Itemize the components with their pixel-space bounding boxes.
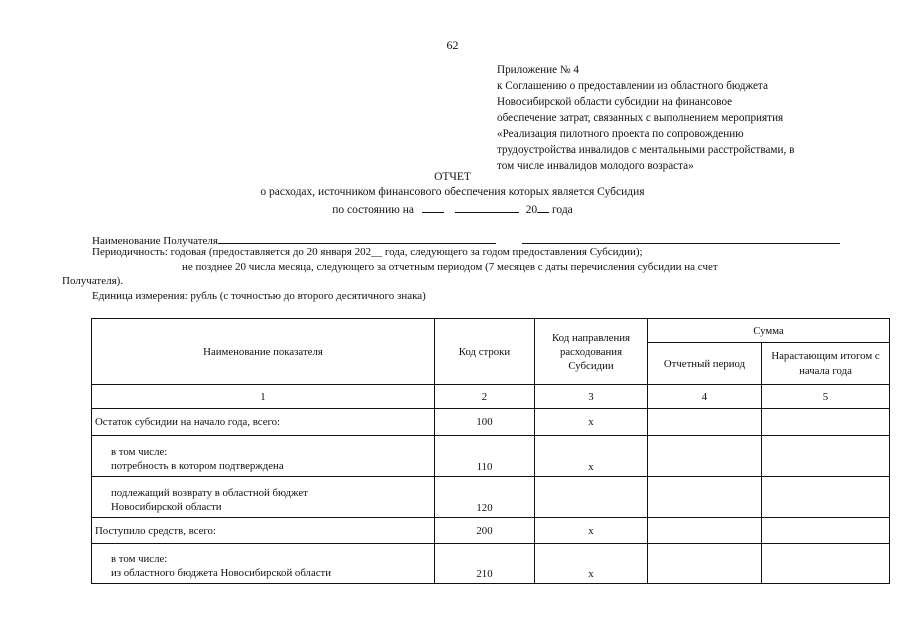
- row-cumulative-cell[interactable]: [762, 409, 890, 436]
- date-day-blank[interactable]: [422, 201, 444, 213]
- row-name-line: в том числе:: [111, 446, 168, 458]
- col-number: 5: [762, 385, 890, 409]
- row-code: 210: [435, 544, 535, 584]
- row-code: 100: [435, 409, 535, 436]
- row-name-line: потребность в котором подтверждена: [111, 460, 284, 472]
- table-row: [92, 436, 890, 477]
- table-row: [92, 477, 890, 518]
- header-sum: Сумма: [648, 319, 890, 343]
- recipient-label: Наименование Получателя: [92, 235, 218, 247]
- row-cumulative-cell[interactable]: [762, 436, 890, 477]
- appendix-line: трудоустройства инвалидов с ментальными расстройствами, в: [497, 144, 795, 156]
- row-code: 110: [435, 436, 535, 477]
- page-number: 62: [446, 38, 459, 52]
- appendix-line: «Реализация пилотного проекта по сопровождению: [497, 128, 744, 140]
- header-name: Наименование показателя: [92, 319, 435, 385]
- col-number: 2: [435, 385, 535, 409]
- date-year-prefix: 20: [525, 204, 538, 216]
- row-code: 120: [435, 477, 535, 518]
- unit-line: Единица измерения: рубль (с точностью до второго десятичного знака): [92, 290, 426, 302]
- recipient-line: [92, 232, 496, 247]
- row-name-line: в том числе:: [111, 553, 168, 565]
- row-period-cell[interactable]: [648, 436, 762, 477]
- appendix-line: том числе инвалидов молодого возраста»: [497, 160, 694, 172]
- date-prefix: по состоянию на: [332, 204, 414, 216]
- periodicity-line-1: Периодичность: годовая (предоставляется до 20 января 202__ года, следующего за годом предоставления Субсидии);: [92, 246, 643, 258]
- row-code: 200: [435, 518, 535, 544]
- col-number: 4: [648, 385, 762, 409]
- table-row: [92, 409, 890, 436]
- appendix-line: к Соглашению о предоставлении из областного бюджета: [497, 80, 768, 92]
- header-direction: Код направления расходования Субсидии: [535, 319, 648, 385]
- row-period-cell[interactable]: [648, 518, 762, 544]
- row-period-cell[interactable]: [648, 409, 762, 436]
- report-table: [91, 318, 890, 584]
- row-cumulative-cell[interactable]: [762, 477, 890, 518]
- header-row: [92, 319, 890, 343]
- header-code: Код строки: [435, 319, 535, 385]
- column-number-row: [92, 385, 890, 409]
- row-direction: x: [535, 544, 648, 584]
- row-name: [92, 477, 435, 518]
- report-title: ОТЧЕТ: [434, 171, 471, 183]
- row-name: Поступило средств, всего:: [92, 518, 435, 544]
- row-name-line: Новосибирской области: [111, 501, 222, 513]
- date-suffix: года: [551, 204, 573, 216]
- col-number: 3: [535, 385, 648, 409]
- appendix-line: обеспечение затрат, связанных с выполнением мероприятия: [497, 112, 784, 124]
- date-year-blank[interactable]: [537, 201, 549, 213]
- periodicity-line-2: не позднее 20 числа месяца, следующего за отчетным периодом (7 месяцев с даты перечисления субсидии на счет: [182, 261, 718, 273]
- row-name: Остаток субсидии на начало года, всего:: [92, 409, 435, 436]
- row-direction: x: [535, 518, 648, 544]
- row-direction: x: [535, 409, 648, 436]
- row-cumulative-cell[interactable]: [762, 518, 890, 544]
- row-period-cell[interactable]: [648, 477, 762, 518]
- row-direction: x: [535, 436, 648, 477]
- table-row: [92, 544, 890, 584]
- row-period-cell[interactable]: [648, 544, 762, 584]
- row-name: [92, 436, 435, 477]
- row-name: [92, 544, 435, 584]
- row-cumulative-cell[interactable]: [762, 544, 890, 584]
- recipient-name-blank[interactable]: [218, 232, 496, 244]
- header-period: Отчетный период: [648, 343, 762, 385]
- recipient-name-blank-2[interactable]: [522, 232, 840, 244]
- row-direction: [535, 477, 648, 518]
- appendix-line: Приложение № 4: [497, 64, 579, 76]
- row-name-line: подлежащий возврату в областной бюджет: [111, 487, 308, 499]
- date-month-blank[interactable]: [455, 201, 519, 213]
- table-row: [92, 518, 890, 544]
- appendix-block: [497, 62, 794, 174]
- report-subtitle: о расходах, источником финансового обеспечения которых является Субсидия: [260, 186, 645, 198]
- header-cumulative: Нарастающим итогом с начала года: [762, 343, 890, 385]
- report-date-line: [0, 201, 905, 216]
- row-name-line: из областного бюджета Новосибирской области: [111, 567, 332, 579]
- periodicity-line-3: Получателя).: [62, 275, 124, 287]
- appendix-line: Новосибирской области субсидии на финансовое: [497, 96, 733, 108]
- col-number: 1: [92, 385, 435, 409]
